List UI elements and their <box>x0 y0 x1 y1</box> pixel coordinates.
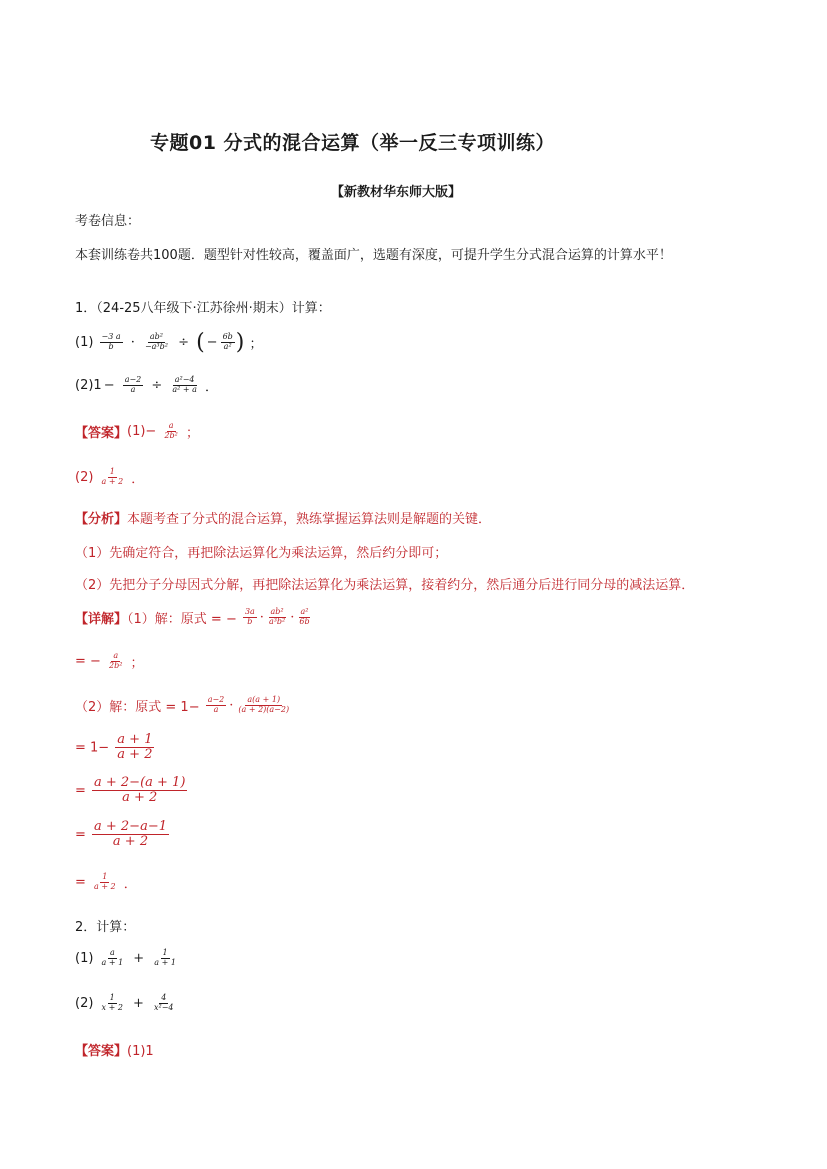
multiply-sign: · <box>229 698 234 713</box>
numerator: ab² <box>149 332 164 342</box>
divide-sign: ÷ <box>178 335 189 350</box>
detail-step-2-line-3 <box>75 776 188 806</box>
punctuation: ． <box>123 877 137 892</box>
fraction <box>152 949 178 968</box>
fraction <box>297 608 311 627</box>
punctuation: ． <box>131 472 145 487</box>
fraction <box>152 994 176 1013</box>
denominator: 2b² <box>109 661 123 670</box>
numerator: 4 <box>161 993 167 1003</box>
detail-step-2-line-4 <box>75 820 170 850</box>
denominator: b <box>108 342 114 351</box>
fraction <box>92 873 118 892</box>
fraction <box>236 696 291 715</box>
left-paren: ( <box>196 330 205 355</box>
fraction <box>170 376 199 395</box>
punctuation: ． <box>204 380 218 395</box>
numerator: 1 <box>109 993 115 1003</box>
numerator: a <box>113 651 119 661</box>
numerator: 1 <box>109 467 115 477</box>
equals-lead: = <box>75 783 86 799</box>
plus-sign: + <box>133 951 145 966</box>
denominator: a + 2 <box>112 834 149 850</box>
detail-step-2-line-2 <box>75 733 155 763</box>
fraction <box>100 468 126 487</box>
analysis-line <box>75 508 491 527</box>
answer-1-part-1 <box>75 421 199 441</box>
denominator: a + 2 <box>101 477 124 486</box>
page-title: 专题01 分式的混合运算（举一反三专项训练） <box>150 132 556 154</box>
solution-lead: （1）解：原式 = − <box>127 612 237 627</box>
question-2-header: 2．计算： <box>75 920 136 935</box>
denominator: a + 2 <box>117 747 153 763</box>
analysis-tag: 【分析】 <box>75 512 128 527</box>
part-label: (2) <box>75 996 94 1011</box>
numerator: a <box>109 948 115 958</box>
right-paren: ) <box>235 330 245 355</box>
part-label: (2) <box>75 470 94 485</box>
denominator: a + 2 <box>94 882 116 891</box>
fraction <box>243 608 257 627</box>
fraction <box>162 422 179 441</box>
detail-step-2 <box>75 695 292 715</box>
numerator: a²−4 <box>174 375 195 385</box>
equals-lead: = <box>75 875 86 890</box>
question-2-part-1 <box>75 948 179 968</box>
punctuation: ； <box>130 656 144 671</box>
fraction <box>143 333 170 352</box>
detail-step-2-line-5 <box>75 872 137 892</box>
denominator: a + 1 <box>154 958 176 967</box>
answer-tag: 【答案】 <box>75 426 128 441</box>
part-label: (2)1 <box>75 378 102 393</box>
numerator: a−2 <box>207 695 225 705</box>
fraction <box>221 333 235 352</box>
intro-text: 本套训练卷共100题．题型针对性较高，覆盖面广，选题有深度，可提升学生分式混合运算的计算水平！ <box>75 248 672 263</box>
numerator: 6b <box>222 332 233 342</box>
exam-info-label: 考卷信息： <box>75 214 141 229</box>
question-1-header: 1．（24-25八年级下·江苏徐州·期末）计算： <box>75 301 331 316</box>
fraction <box>100 333 123 352</box>
detail-step-1 <box>75 607 313 627</box>
detail-tag: 【详解】 <box>75 612 128 627</box>
denominator: a <box>213 705 219 714</box>
answer-2-part-1: (1)1 <box>127 1044 154 1059</box>
plus-sign: + <box>133 996 144 1011</box>
denominator: a³b² <box>268 617 286 626</box>
part-label: (1) <box>75 951 94 966</box>
numerator: −3 a <box>101 332 121 342</box>
part-label: (1) <box>75 335 94 350</box>
fraction <box>123 376 144 395</box>
fraction <box>107 652 124 671</box>
numerator: a + 2−a−1 <box>94 819 167 834</box>
denominator: a + 1 <box>101 958 124 967</box>
numerator: a(a + 1) <box>247 695 281 705</box>
fraction <box>92 776 187 806</box>
denominator: a <box>130 385 136 394</box>
detail-step-1-result <box>75 651 144 671</box>
numerator: a + 2−(a + 1) <box>94 775 186 790</box>
fraction <box>267 608 287 627</box>
denominator: b <box>247 617 253 626</box>
edition-subtitle: 【新教材华东师大版】 <box>331 185 462 200</box>
analysis-step-2: （2）先把分子分母因式分解，再把除法运算化为乘法运算，接着约分，然后通分后进行同分母的减法运算． <box>75 578 695 593</box>
answer-1-part-2 <box>75 467 144 487</box>
numerator: 3a <box>244 607 255 617</box>
answer-2 <box>75 1040 154 1059</box>
solution-lead: （2）解：原式 = 1− <box>75 700 200 715</box>
denominator: x²−4 <box>154 1003 174 1012</box>
denominator: a + 2 <box>122 790 158 806</box>
multiply-sign: · <box>290 610 295 625</box>
minus-sign: − <box>103 378 115 393</box>
fraction <box>100 994 125 1013</box>
numerator: 1 <box>162 948 168 958</box>
numerator: 1 <box>102 872 108 882</box>
denominator: 6b <box>299 617 310 626</box>
fraction <box>92 820 169 850</box>
denominator: (a + 2)(a−2) <box>238 705 290 714</box>
numerator: a <box>168 421 174 431</box>
part-label: (1)− <box>127 424 157 439</box>
punctuation: ； <box>249 337 263 352</box>
question-1-part-2 <box>75 375 218 395</box>
punctuation: ； <box>185 426 199 441</box>
numerator: a² <box>300 607 309 617</box>
numerator: a−2 <box>124 375 142 385</box>
denominator: a² <box>223 342 232 351</box>
question-1-part-1 <box>75 330 262 355</box>
denominator: 2b² <box>164 431 178 440</box>
numerator: a + 1 <box>117 732 153 747</box>
denominator: a² + a <box>172 385 197 394</box>
minus-sign: − <box>206 335 218 350</box>
numerator: ab² <box>270 607 284 617</box>
analysis-step-1: （1）先确定符合，再把除法运算化为乘法运算，然后约分即可； <box>75 546 448 561</box>
equals-lead: = − <box>75 654 101 669</box>
analysis-text: 本题考查了分式的混合运算，熟练掌握运算法则是解题的关键． <box>127 512 492 527</box>
multiply-sign: · <box>259 610 264 625</box>
multiply-sign: · <box>130 335 135 350</box>
question-2-part-2 <box>75 993 177 1013</box>
denominator: x + 2 <box>101 1003 123 1012</box>
equals-lead: = <box>75 827 86 843</box>
fraction <box>115 733 154 763</box>
equals-lead: = 1− <box>75 740 110 756</box>
denominator: −a³b² <box>144 342 168 351</box>
fraction <box>206 696 227 715</box>
fraction <box>100 949 126 968</box>
answer-tag: 【答案】 <box>75 1044 128 1059</box>
divide-sign: ÷ <box>151 378 163 393</box>
